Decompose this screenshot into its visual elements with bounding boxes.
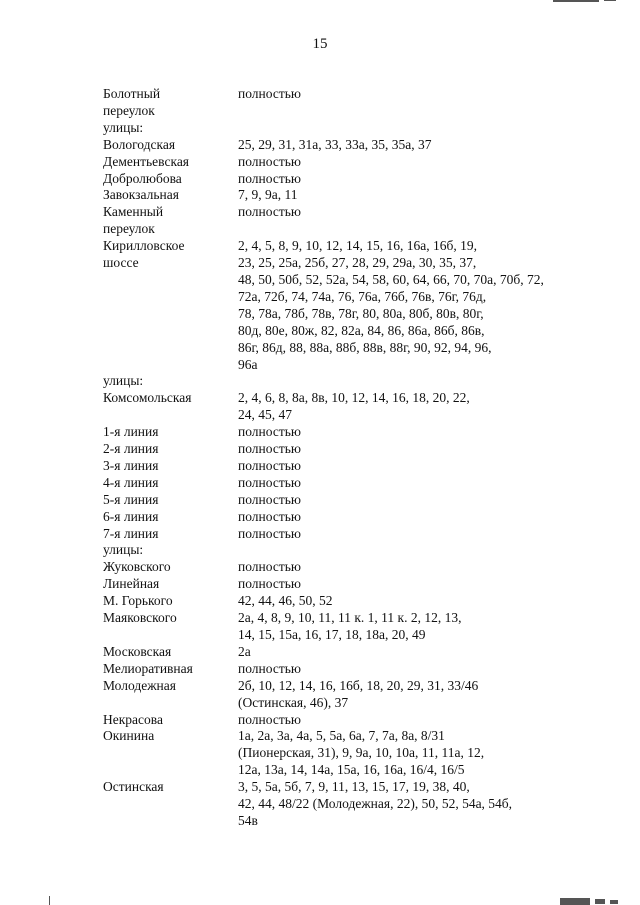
street-name bbox=[103, 542, 238, 559]
street-name-line: Остинская bbox=[103, 779, 164, 795]
street-name-line: Болотный bbox=[103, 86, 161, 101]
street-name-line: Жуковского bbox=[103, 559, 171, 575]
house-numbers bbox=[238, 154, 598, 171]
scan-artifact-bottom-left bbox=[49, 896, 50, 905]
house-numbers bbox=[238, 458, 598, 475]
street-name-line: Мелиоративная bbox=[103, 660, 193, 676]
house-numbers-line: 14, 15, 15а, 16, 17, 18, 18а, 20, 49 bbox=[238, 627, 426, 642]
street-name-line: 4-я линия bbox=[103, 474, 159, 490]
house-numbers bbox=[238, 238, 598, 373]
street-name-line: 1-я линия bbox=[103, 424, 159, 440]
house-numbers-line: 96а bbox=[238, 356, 258, 372]
house-numbers bbox=[238, 475, 598, 492]
street-name bbox=[103, 728, 238, 745]
street-entry bbox=[103, 238, 603, 373]
house-numbers bbox=[238, 610, 598, 644]
house-numbers-line: полностью bbox=[238, 424, 301, 440]
street-name bbox=[103, 559, 238, 576]
house-numbers-line: 48, 50, 50б, 52, 52а, 54, 58, 60, 64, 66, 70, 70а, 70б, 72, bbox=[238, 271, 544, 287]
house-numbers-line: полностью bbox=[238, 559, 301, 575]
street-name bbox=[103, 120, 238, 137]
street-name bbox=[103, 441, 238, 458]
street-name bbox=[103, 509, 238, 526]
house-numbers-line: 7, 9, 9а, 11 bbox=[238, 187, 298, 203]
street-name bbox=[103, 238, 238, 272]
house-numbers-line: 72а, 72б, 74, 74а, 76, 76а, 76б, 76в, 76г, 76д, bbox=[238, 288, 487, 304]
scan-artifact-bottom-right-3 bbox=[610, 900, 618, 904]
page-number: 15 bbox=[312, 36, 328, 52]
street-name-line: Добролюбова bbox=[103, 170, 182, 186]
scan-artifact-bottom-right bbox=[560, 898, 590, 905]
scan-artifact-bottom-right-2 bbox=[595, 899, 605, 904]
street-name bbox=[103, 424, 238, 441]
house-numbers-line: полностью bbox=[238, 86, 301, 101]
street-name bbox=[103, 171, 238, 188]
street-entry bbox=[103, 542, 603, 559]
house-numbers bbox=[238, 576, 598, 593]
street-entry bbox=[103, 593, 603, 610]
street-name-line: Вологодская bbox=[103, 136, 176, 152]
house-numbers-line: 25, 29, 31, 31а, 33, 33а, 35, 35а, 37 bbox=[238, 136, 432, 152]
house-numbers-line: 2, 4, 5, 8, 9, 10, 12, 14, 15, 16, 16а, 16б, 19, bbox=[238, 238, 477, 254]
house-numbers bbox=[238, 187, 598, 204]
street-entry bbox=[103, 576, 603, 593]
street-name-line: Московская bbox=[103, 643, 172, 659]
house-numbers bbox=[238, 424, 598, 441]
street-name-line: Комсомольская bbox=[103, 390, 192, 406]
house-numbers-line: 2б, 10, 12, 14, 16, 16б, 18, 20, 29, 31, 33/46 bbox=[238, 677, 479, 693]
street-entry bbox=[103, 204, 603, 238]
house-numbers-line: полностью bbox=[238, 457, 301, 473]
street-name bbox=[103, 137, 238, 154]
house-numbers bbox=[238, 526, 598, 543]
street-entry bbox=[103, 137, 603, 154]
house-numbers-line: 3, 5, 5а, 5б, 7, 9, 11, 13, 15, 17, 19, 38, 40, bbox=[238, 779, 470, 795]
house-numbers-line: полностью bbox=[238, 170, 301, 186]
house-numbers-line: 42, 44, 48/22 (Молодежная, 22), 50, 52, 54а, 54б, bbox=[238, 796, 513, 812]
house-numbers-line: полностью bbox=[238, 508, 301, 524]
street-entry bbox=[103, 475, 603, 492]
street-name-line: Каменный bbox=[103, 204, 164, 220]
street-name bbox=[103, 390, 238, 407]
street-name bbox=[103, 644, 238, 661]
street-name-line: Некрасова bbox=[103, 711, 163, 727]
house-numbers bbox=[238, 593, 598, 610]
house-numbers bbox=[238, 86, 598, 103]
street-entry bbox=[103, 644, 603, 661]
street-name-line: улицы: bbox=[103, 373, 144, 389]
street-name-line: 3-я линия bbox=[103, 457, 159, 473]
house-numbers bbox=[238, 559, 598, 576]
house-numbers bbox=[238, 678, 598, 712]
house-numbers bbox=[238, 712, 598, 729]
house-numbers bbox=[238, 728, 598, 779]
house-numbers bbox=[238, 441, 598, 458]
street-name-line: переулок bbox=[103, 221, 155, 237]
house-numbers-line: 2а, 4, 8, 9, 10, 11, 11 к. 1, 11 к. 2, 12, 13, bbox=[238, 610, 462, 626]
street-name-line: 2-я линия bbox=[103, 441, 159, 457]
street-entry bbox=[103, 441, 603, 458]
house-numbers-line: полностью bbox=[238, 153, 301, 169]
house-numbers-line: полностью bbox=[238, 491, 301, 507]
street-name-line: Кирилловское bbox=[103, 238, 185, 254]
house-numbers-line: 86г, 86д, 88, 88а, 88б, 88в, 88г, 90, 92, 94, 96, bbox=[238, 339, 492, 355]
street-name bbox=[103, 475, 238, 492]
house-numbers bbox=[238, 137, 598, 154]
street-entry bbox=[103, 610, 603, 644]
street-name bbox=[103, 661, 238, 678]
street-entry bbox=[103, 424, 603, 441]
street-entry bbox=[103, 171, 603, 188]
house-numbers-line: 24, 45, 47 bbox=[238, 407, 292, 423]
scan-artifact-top-small bbox=[604, 0, 616, 1]
street-name-line: Линейная bbox=[103, 576, 160, 592]
street-entry bbox=[103, 390, 603, 424]
house-numbers-line: полностью bbox=[238, 474, 301, 490]
house-numbers bbox=[238, 204, 598, 221]
house-numbers-line: полностью bbox=[238, 525, 301, 541]
street-name bbox=[103, 154, 238, 171]
street-entry bbox=[103, 86, 603, 120]
street-name bbox=[103, 204, 238, 238]
street-name-line: Дементьевская bbox=[103, 153, 190, 169]
house-numbers bbox=[238, 509, 598, 526]
house-numbers-line: полностью bbox=[238, 441, 301, 457]
street-entry bbox=[103, 373, 603, 390]
street-entry bbox=[103, 712, 603, 729]
house-numbers bbox=[238, 492, 598, 509]
street-name-line: М. Горького bbox=[103, 593, 173, 609]
street-entry bbox=[103, 120, 603, 137]
house-numbers-line: полностью bbox=[238, 660, 301, 676]
house-numbers-line: (Остинская, 46), 37 bbox=[238, 694, 349, 710]
house-numbers-line: 12а, 13а, 14, 14а, 15а, 16, 16а, 16/4, 16/5 bbox=[238, 762, 465, 778]
street-name bbox=[103, 712, 238, 729]
street-name bbox=[103, 610, 238, 627]
street-name-line: 7-я линия bbox=[103, 525, 159, 541]
street-entry bbox=[103, 154, 603, 171]
street-name bbox=[103, 526, 238, 543]
house-numbers bbox=[238, 779, 598, 830]
street-name bbox=[103, 492, 238, 509]
street-name bbox=[103, 458, 238, 475]
street-name bbox=[103, 779, 238, 796]
street-address-list bbox=[103, 86, 603, 830]
scan-artifact-top bbox=[553, 0, 599, 2]
street-name-line: улицы: bbox=[103, 119, 144, 135]
house-numbers bbox=[238, 644, 598, 661]
street-name-line: Окинина bbox=[103, 728, 155, 744]
house-numbers-line: 23, 25, 25а, 25б, 27, 28, 29, 29а, 30, 35, 37, bbox=[238, 255, 477, 271]
house-numbers-line: 1а, 2а, 3а, 4а, 5, 5а, 6а, 7, 7а, 8а, 8/31 bbox=[238, 728, 445, 744]
house-numbers-line: 42, 44, 46, 50, 52 bbox=[238, 593, 333, 609]
street-name bbox=[103, 678, 238, 695]
house-numbers-line: 2а bbox=[238, 643, 251, 659]
street-name bbox=[103, 593, 238, 610]
house-numbers-line: полностью bbox=[238, 204, 301, 220]
house-numbers-line: 80д, 80е, 80ж, 82, 82а, 84, 86, 86а, 86б, 86в, bbox=[238, 322, 485, 338]
house-numbers bbox=[238, 390, 598, 424]
street-name-line: 5-я линия bbox=[103, 491, 159, 507]
street-name-line: 6-я линия bbox=[103, 508, 159, 524]
street-name-line: переулок bbox=[103, 102, 155, 118]
street-name bbox=[103, 576, 238, 593]
house-numbers-line: (Пионерская, 31), 9, 9а, 10, 10а, 11, 11а, 12, bbox=[238, 745, 485, 761]
street-entry bbox=[103, 728, 603, 779]
house-numbers bbox=[238, 171, 598, 188]
house-numbers-line: 54в bbox=[238, 812, 258, 828]
street-name bbox=[103, 187, 238, 204]
street-name bbox=[103, 86, 238, 120]
street-name bbox=[103, 373, 238, 390]
street-entry bbox=[103, 458, 603, 475]
street-entry bbox=[103, 779, 603, 830]
street-name-line: Молодежная bbox=[103, 677, 176, 693]
house-numbers-line: полностью bbox=[238, 576, 301, 592]
street-entry bbox=[103, 661, 603, 678]
street-entry bbox=[103, 492, 603, 509]
house-numbers-line: 78, 78а, 78б, 78в, 78г, 80, 80а, 80б, 80в, 80г, bbox=[238, 305, 484, 321]
house-numbers bbox=[238, 661, 598, 678]
street-name-line: улицы: bbox=[103, 542, 144, 558]
street-entry bbox=[103, 187, 603, 204]
street-entry bbox=[103, 559, 603, 576]
house-numbers-line: полностью bbox=[238, 711, 301, 727]
street-name-line: Завокзальная bbox=[103, 187, 179, 203]
street-name-line: Маяковского bbox=[103, 610, 177, 626]
street-entry bbox=[103, 526, 603, 543]
house-numbers-line: 2, 4, 6, 8, 8а, 8в, 10, 12, 14, 16, 18, 20, 22, bbox=[238, 390, 470, 406]
street-entry bbox=[103, 509, 603, 526]
street-name-line: шоссе bbox=[103, 255, 139, 271]
street-entry bbox=[103, 678, 603, 712]
